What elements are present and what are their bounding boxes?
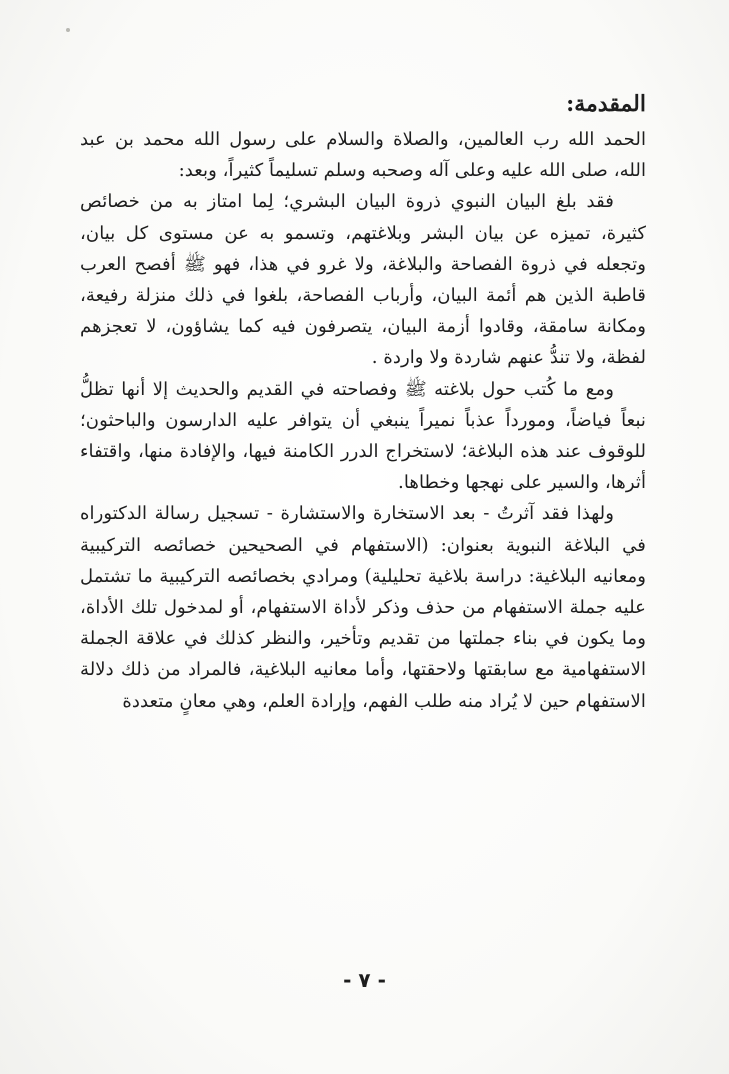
paragraph-prophetic-eloquence: فقد بلغ البيان النبوي ذروة البيان البشري؛ لِما امتاز به من خصائص كثيرة، تميزه عن بيان البشر وبلاغتهم، وتسمو به عن مستوى كل بيان، وتجعله في ذروة الفصاحة والبلاغة، ولا غرو في هذا، فهو ﷺ أفصح العرب قاطبة الذين هم أئمة البيان، وأرباب الفصاحة، بلغوا في ذلك منزلة رفيعة، ومكانة سامقة، وقادوا أزمة البيان، يتصرفون فيه كما يشاؤون، لا تعجزهم لفظة، ولا تندُّ عنهم شاردة ولا واردة .: [80, 191, 646, 369]
page-number: - ٧ -: [343, 968, 386, 992]
paper-speck: [66, 28, 70, 32]
paragraph-thesis-topic: ولهذا فقد آثرتُ - بعد الاستخارة والاستشارة - تسجيل رسالة الدكتوراه في البلاغة النبوية بعنوان: (الاستفهام في الصحيحين خصائصه التركيبية ومعانيه البلاغية: دراسة بلاغية تحليلية) ومرادي بخصائصه التركيبية ما تشتمل عليه جملة الاستفهام من حذف وذكر لأداة الاستفهام، أو لمدخول تلك الأداة، وما يكون في بناء جملتها من تقديم وتأخير، والنظر كذلك في علاقة الجملة الاستفهامية مع سابقتها ولاحقتها، وأما معانيه البلاغية، فالمراد من ذلك دلالة الاستفهام حين لا يُراد منه طلب الفهم، وإرادة العلم، وهي معانٍ متعددة: [80, 503, 646, 712]
section-heading: المقدمة:: [566, 91, 646, 117]
document-body: [80, 84, 646, 717]
paragraph-praise: الحمد الله رب العالمين، والصلاة والسلام على رسول الله محمد بن عبد الله، صلى الله عليه وعلى آله وصحبه وسلم تسليماً كثيراً، وبعد:: [80, 129, 646, 182]
paragraph-study-motivation: ومع ما كُتب حول بلاغته ﷺ وفصاحته في القديم والحديث إلا أنها تظلُّ نبعاً فياضاً، ومورداً عذباً نميراً ينبغي أن يتوافر عليه الدارسون والباحثون؛ للوقوف عند هذه البلاغة؛ لاستخراج الدرر الكامنة فيها، والإفادة منها، واقتفاء أثرها، والسير على نهجها وخطاها.: [80, 378, 646, 494]
